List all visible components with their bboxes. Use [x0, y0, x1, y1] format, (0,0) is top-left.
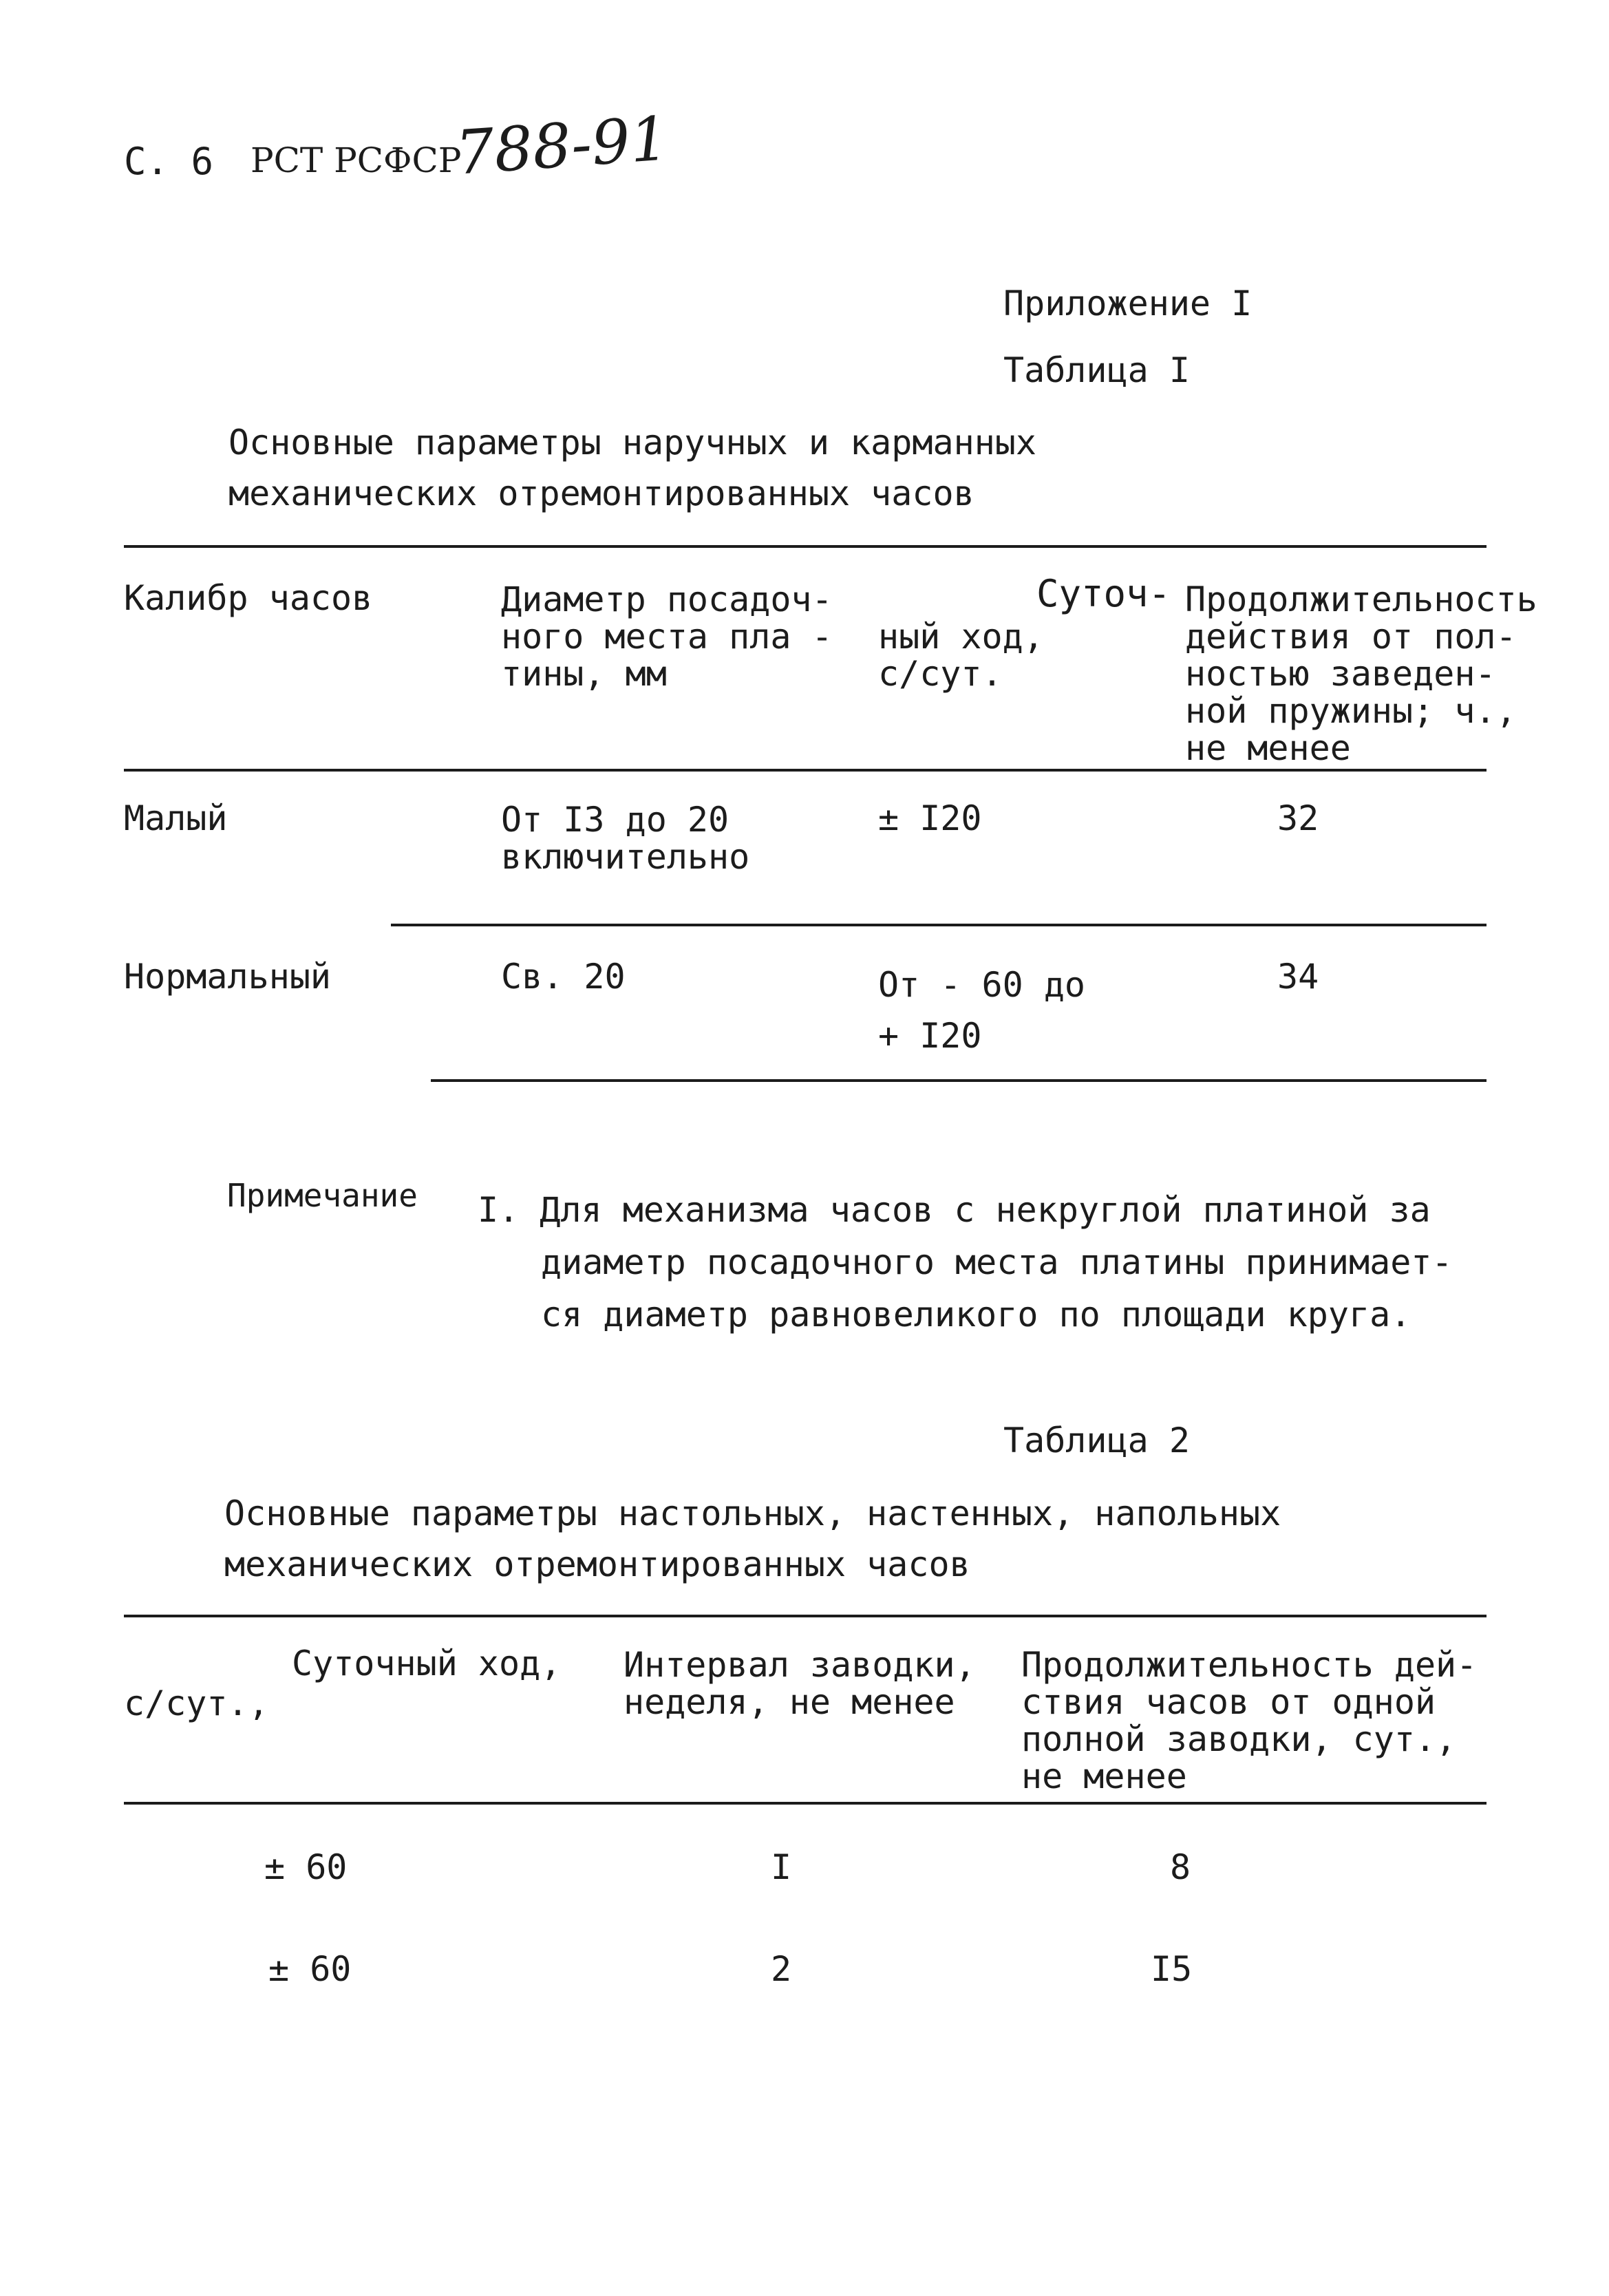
standard-number-handwritten: 788-91	[453, 103, 671, 189]
table1-header-rate-top: Суточ-	[1036, 572, 1171, 615]
table1-title	[228, 417, 1036, 519]
table1-title-line: механических отремонтированных часов	[228, 474, 974, 513]
table2-header-rule	[124, 1802, 1487, 1805]
table2-row1-duration: 8	[1170, 1847, 1191, 1887]
table2-header-rate-top: Суточный ход,	[292, 1644, 562, 1683]
table1-row2-rate: От - 60 до + I20	[878, 965, 1086, 1056]
table1-row1-diameter: От I3 до 20 включительно	[501, 800, 750, 877]
table1-title-line: Основные параметры наручных и карманных	[228, 423, 1036, 463]
appendix-label: Приложение I	[1003, 284, 1253, 323]
page-number: С. 6	[124, 140, 214, 183]
note-label: Примечание	[227, 1177, 418, 1214]
table1-label: Таблица I	[1003, 350, 1190, 390]
table2-label: Таблица 2	[1003, 1421, 1190, 1460]
table2-row2-rate: ± 60	[268, 1949, 352, 1989]
table2-title: Основные параметры настольных, настенных, напольных механических отремонтированных часов	[224, 1494, 1281, 1584]
table2-top-rule	[124, 1615, 1487, 1617]
table1-header-diameter: Диаметр посадоч- ного места пла - тины, мм	[501, 580, 833, 694]
table2-row2-duration: I5	[1151, 1949, 1193, 1989]
table2-row2-interval: 2	[771, 1949, 792, 1989]
table1-top-rule	[124, 545, 1487, 548]
table1-row-rule	[391, 924, 1487, 926]
table2-header-interval: Интервал заводки, неделя, не менее	[624, 1645, 976, 1722]
table1-row2-diameter: Св. 20	[501, 957, 626, 997]
table1-row1-caliber: Малый	[124, 798, 228, 838]
table1-bottom-rule	[431, 1079, 1487, 1082]
table2-header-duration: Продолжительность дей- ствия часов от одной полной заводки, сут., не менее	[1021, 1645, 1478, 1796]
table1-header-duration: Продолжительность действия от пол- ностью заведен- ной пружины; ч., не менее	[1185, 580, 1537, 768]
table1-header-caliber: Калибр часов	[124, 578, 373, 618]
table1-row1-duration: 32	[1277, 798, 1319, 838]
table2-header-rate-bottom: с/сут.,	[124, 1683, 269, 1723]
table1-header-rate: ный ход, с/сут.	[878, 617, 1044, 694]
table1-row2-caliber: Нормальный	[124, 957, 332, 997]
table1-row1-rate: ± I20	[878, 798, 982, 838]
table1-row2-duration: 34	[1277, 957, 1319, 997]
table2-row1-rate: ± 60	[264, 1847, 348, 1887]
table2-row1-interval: I	[771, 1847, 792, 1887]
table1-header-rule	[124, 769, 1487, 772]
note-text: I. Для механизма часов с некруглой платиной за диаметр посадочного места платины принимает- ся диаметр равновеликого по площади круга.	[478, 1190, 1453, 1335]
standard-prefix: РСТ РСФСР	[251, 140, 462, 180]
